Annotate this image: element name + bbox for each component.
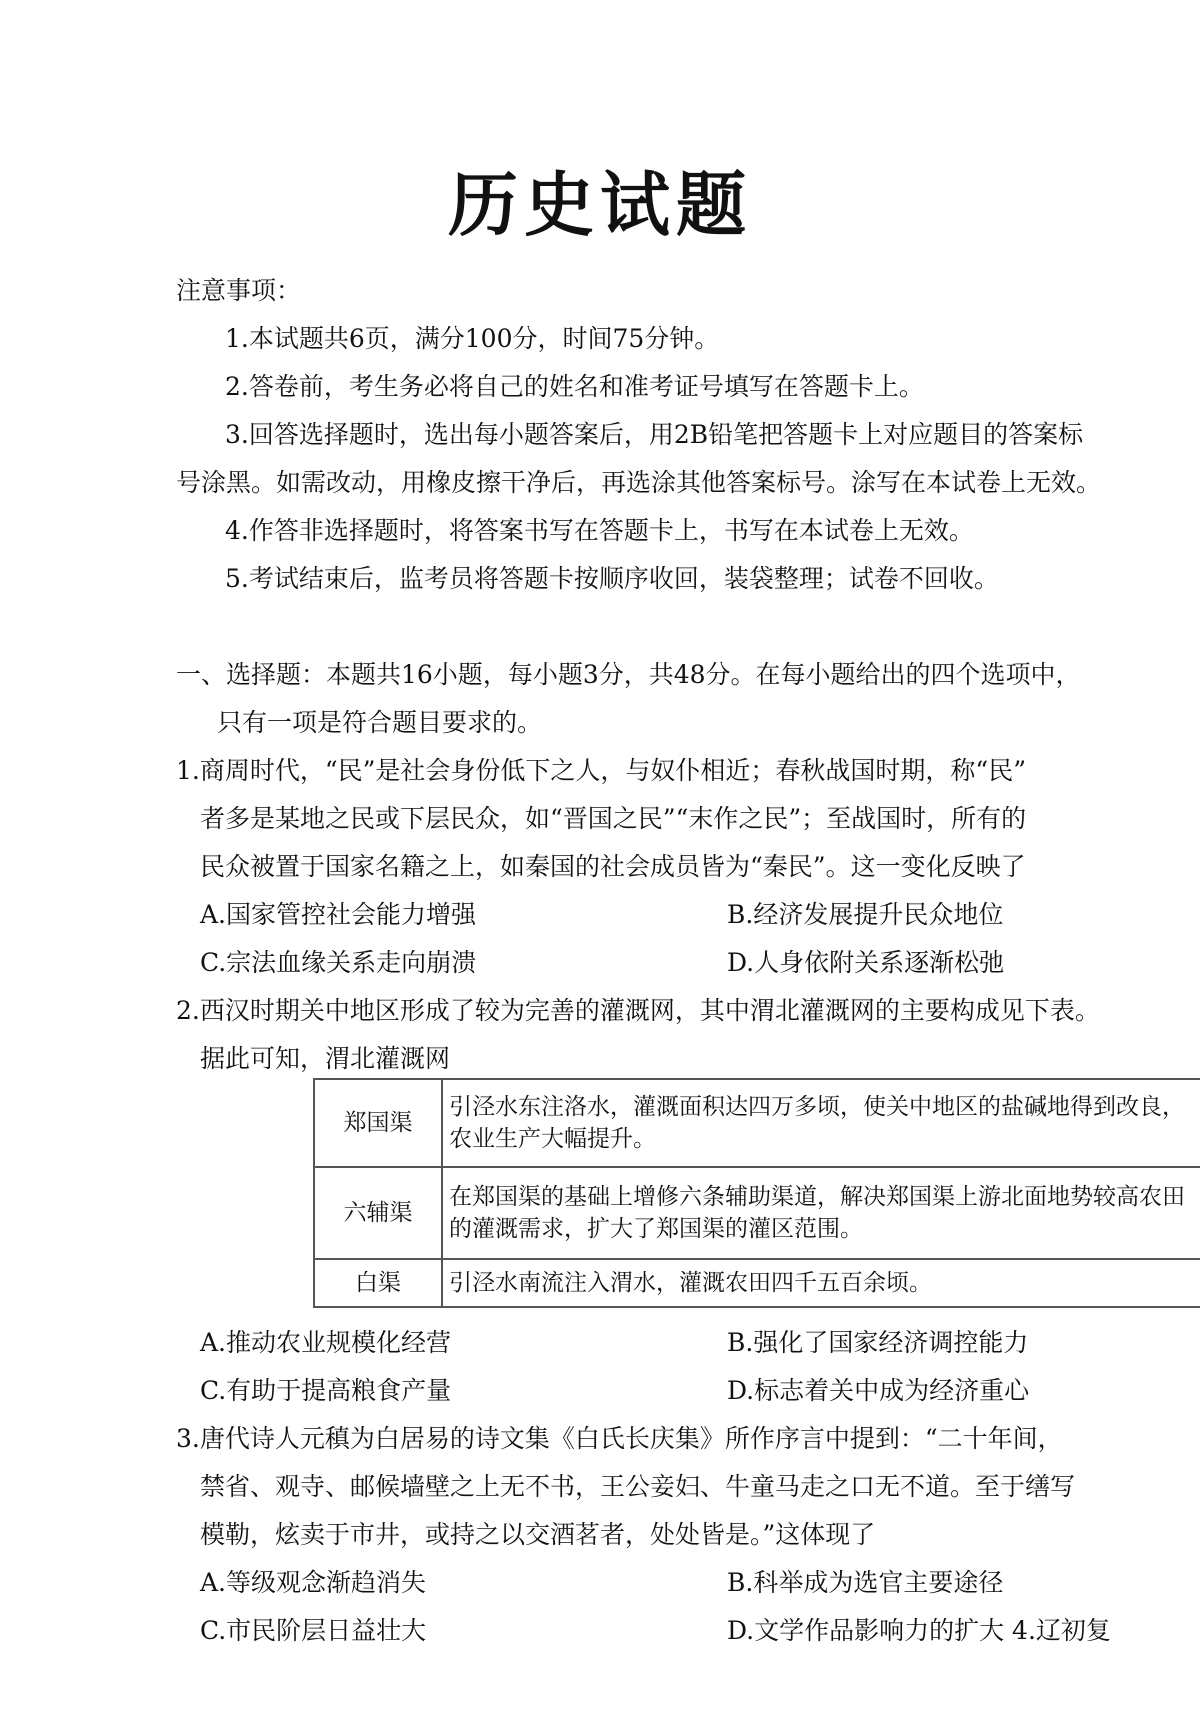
notice-item-2: 2.答卷前，考生务必将自己的姓名和准考证号填写在答题卡上。 xyxy=(225,372,924,401)
section-heading: 一、选择题：本题共16小题，每小题3分，共48分。在每小题给出的四个选项中， xyxy=(176,660,1081,689)
q2-stem-line-2: 据此可知，渭北灌溉网 xyxy=(200,1044,451,1073)
q2-stem-line-1: 2.西汉时期关中地区形成了较为完善的灌溉网，其中渭北灌溉网的主要构成见下表。 xyxy=(176,996,1100,1025)
notice-item-1: 1.本试题共6页，满分100分，时间75分钟。 xyxy=(225,324,720,353)
q1-option-c: C.宗法血缘关系走向崩溃 xyxy=(200,948,477,977)
irrigation-table xyxy=(313,1078,1200,1308)
q3-option-a: A.等级观念渐趋消失 xyxy=(200,1568,427,1597)
section-heading-cont: 只有一项是符合题目要求的。 xyxy=(217,708,543,737)
q3-option-b: B.科举成为选官主要途径 xyxy=(727,1568,1004,1597)
q3-option-d: D.文学作品影响力的扩大 4.辽初复 xyxy=(727,1616,1111,1645)
table-row xyxy=(314,1259,1200,1307)
table-row xyxy=(314,1079,1200,1167)
notice-item-3: 3.回答选择题时，选出每小题答案后，用2B铅笔把答题卡上对应题目的答案标 xyxy=(225,420,1084,449)
notice-heading: 注意事项： xyxy=(176,276,302,305)
q3-stem-line-3: 模勒，炫卖于市井，或持之以交酒茗者，处处皆是。”这体现了 xyxy=(200,1520,876,1549)
q1-option-a: A.国家管控社会能力增强 xyxy=(200,900,477,929)
q1-stem-line-2: 者多是某地之民或下层民众，如“晋国之民”“末作之民”；至战国时，所有的 xyxy=(200,804,1027,833)
q1-stem-line-1: 1.商周时代，“民”是社会身份低下之人，与奴仆相近；春秋战国时期，称“民” xyxy=(176,756,1026,785)
notice-item-4: 4.作答非选择题时，将答案书写在答题卡上，书写在本试卷上无效。 xyxy=(225,516,974,545)
canal-name: 六辅渠 xyxy=(314,1167,442,1259)
q3-option-c: C.市民阶层日益壮大 xyxy=(200,1616,427,1645)
q1-option-d: D.人身依附关系逐渐松弛 xyxy=(727,948,1005,977)
q1-stem-line-3: 民众被置于国家名籍之上，如秦国的社会成员皆为“秦民”。这一变化反映了 xyxy=(200,852,1026,881)
table-row xyxy=(314,1167,1200,1259)
q3-stem-line-1: 3.唐代诗人元稹为白居易的诗文集《白氏长庆集》所作序言中提到：“二十年间， xyxy=(176,1424,1063,1453)
canal-description: 引泾水东注洛水，灌溉面积达四万多顷，使关中地区的盐碱地得到改良，农业生产大幅提升。 xyxy=(442,1079,1200,1167)
canal-name: 郑国渠 xyxy=(314,1079,442,1167)
q1-option-b: B.经济发展提升民众地位 xyxy=(727,900,1004,929)
q3-stem-line-2: 禁省、观寺、邮候墙壁之上无不书，王公妾妇、牛童马走之口无不道。至于缮写 xyxy=(200,1472,1076,1501)
q2-option-b: B.强化了国家经济调控能力 xyxy=(727,1328,1029,1357)
canal-name: 白渠 xyxy=(314,1259,442,1307)
notice-item-3-cont: 号涂黑。如需改动，用橡皮擦干净后，再选涂其他答案标号。涂写在本试卷上无效。 xyxy=(176,468,1102,497)
q2-option-c: C.有助于提高粮食产量 xyxy=(200,1376,452,1405)
canal-description: 在郑国渠的基础上增修六条辅助渠道，解决郑国渠上游北面地势较高农田的灌溉需求，扩大了郑国渠的灌区范围。 xyxy=(442,1167,1200,1259)
q2-option-d: D.标志着关中成为经济重心 xyxy=(727,1376,1030,1405)
page-title: 历史试题 xyxy=(448,163,752,246)
canal-description: 引泾水南流注入渭水，灌溉农田四千五百余顷。 xyxy=(442,1259,1200,1307)
notice-item-5: 5.考试结束后，监考员将答题卡按顺序收回，装袋整理；试卷不回收。 xyxy=(225,564,999,593)
q2-option-a: A.推动农业规模化经营 xyxy=(200,1328,452,1357)
